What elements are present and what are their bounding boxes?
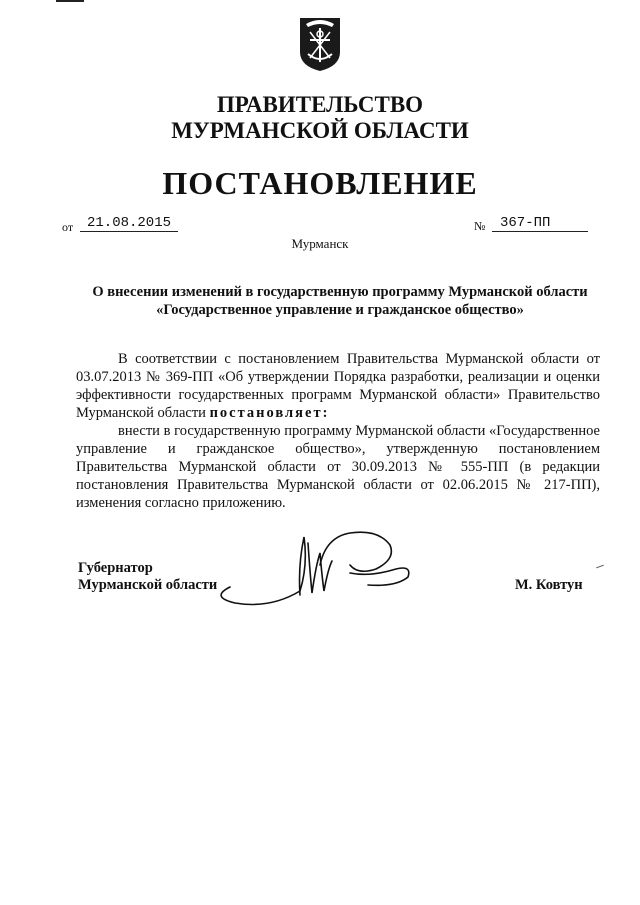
signatory-title-line1: Губернатор bbox=[78, 560, 153, 576]
resolution-keyword: постановляет: bbox=[209, 405, 330, 421]
signatory-name: М. Ковтун bbox=[515, 577, 583, 593]
document-date: 21.08.2015 bbox=[80, 215, 178, 232]
scan-artifact-line bbox=[56, 0, 84, 2]
number-label: № bbox=[474, 219, 486, 233]
document-type-title: ПОСТАНОВЛЕНИЕ bbox=[162, 165, 478, 201]
city-name: Мурманск bbox=[291, 236, 349, 251]
scan-mark bbox=[596, 565, 604, 569]
coat-of-arms-icon bbox=[298, 14, 342, 72]
gov-name-line2: МУРМАНСКОЙ ОБЛАСТИ bbox=[171, 118, 469, 143]
date-label: от bbox=[62, 220, 74, 234]
gov-name-line1: ПРАВИТЕЛЬСТВО bbox=[216, 92, 424, 117]
document-number: 367-ПП bbox=[492, 215, 588, 232]
handwritten-signature bbox=[200, 525, 430, 615]
subject-line2: «Государственное управление и гражданское общество» bbox=[156, 302, 524, 318]
subject-line1: О внесении изменений в государственную программу Мурманской области bbox=[92, 284, 588, 300]
signatory-title-line2: Мурманской области bbox=[78, 577, 218, 593]
body-paragraph-1-text: В соответствии с постановлением Правительства Мурманской области от 03.07.2013 № 369-ПП «Об утверждении Порядка разработки, реализации и оценки эффективности государственных программ Мурманской области» Правительство Мурманской области bbox=[76, 351, 600, 421]
body-paragraph-2: внести в государственную программу Мурманской области «Государственное управление и гражданское общество», утвержденную постановлением Правительства Мурманской области от 30.09.2013 № 555-ПП (в редакции постановления Правительства Мурманской области от 02.06.2015 № 217-ПП), изменения согласно приложению. bbox=[76, 423, 600, 511]
body-paragraph-1 bbox=[76, 350, 600, 422]
